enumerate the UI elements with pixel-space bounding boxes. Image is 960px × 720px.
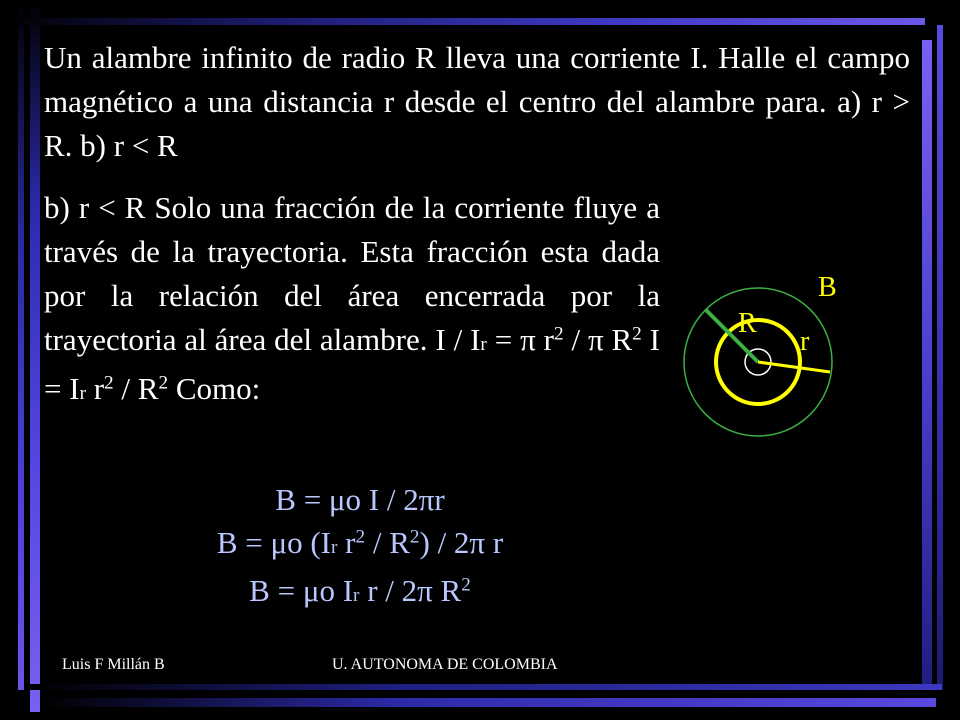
explanation-line-1: b) r < R Solo una fracción de la corriente: [44, 190, 565, 225]
bottom-border-thin: [30, 684, 942, 690]
top-border: [0, 18, 925, 25]
equations-block: [150, 478, 570, 617]
label-r: r: [800, 326, 810, 357]
explanation-line-3: fracción esta dada por la relación del área: [44, 234, 661, 313]
left-border-thin: [18, 0, 24, 690]
ratio-expression: alambre. I / Ir = π $r^2$ / π $R^2$: [319, 322, 642, 357]
right-border-thin: [937, 25, 943, 690]
footer-author: Luis F Millán B: [62, 656, 165, 673]
equation-2: B = μo (Ir $r^2 / R^2) / 2\pi$ r: [216, 525, 504, 560]
problem-line-2: el campo magnético a una distancia r desde el centro del: [44, 40, 910, 119]
explanation-line-2: fluye a través de la trayectoria. Esta: [44, 190, 660, 269]
problem-line-3: alambre para. a) r > R. b) r < R: [44, 84, 911, 163]
footer-institution: U. AUTONOMA DE COLOMBIA: [332, 656, 558, 673]
equation-3: B = μo Ir r / 2π $R^2$: [249, 573, 471, 608]
left-border-thick: [30, 0, 40, 712]
current-fraction-expression: I = Ir $r^2 / R^2$ Como:: [44, 322, 660, 406]
equation-1: B = μo I / 2πr: [275, 482, 445, 517]
bottom-border-thick: [40, 698, 936, 707]
label-B: B: [818, 272, 837, 303]
wire-cross-section-diagram: [676, 270, 876, 470]
explanation-text: [44, 186, 660, 416]
problem-line-1: Un alambre infinito de radio R lleva una corriente I. Halle: [44, 40, 786, 75]
right-border-thick: [922, 40, 932, 690]
label-R: R: [738, 308, 757, 339]
explanation-line-4: encerrada por la trayectoria al área del: [44, 278, 661, 357]
problem-statement: [44, 36, 910, 168]
